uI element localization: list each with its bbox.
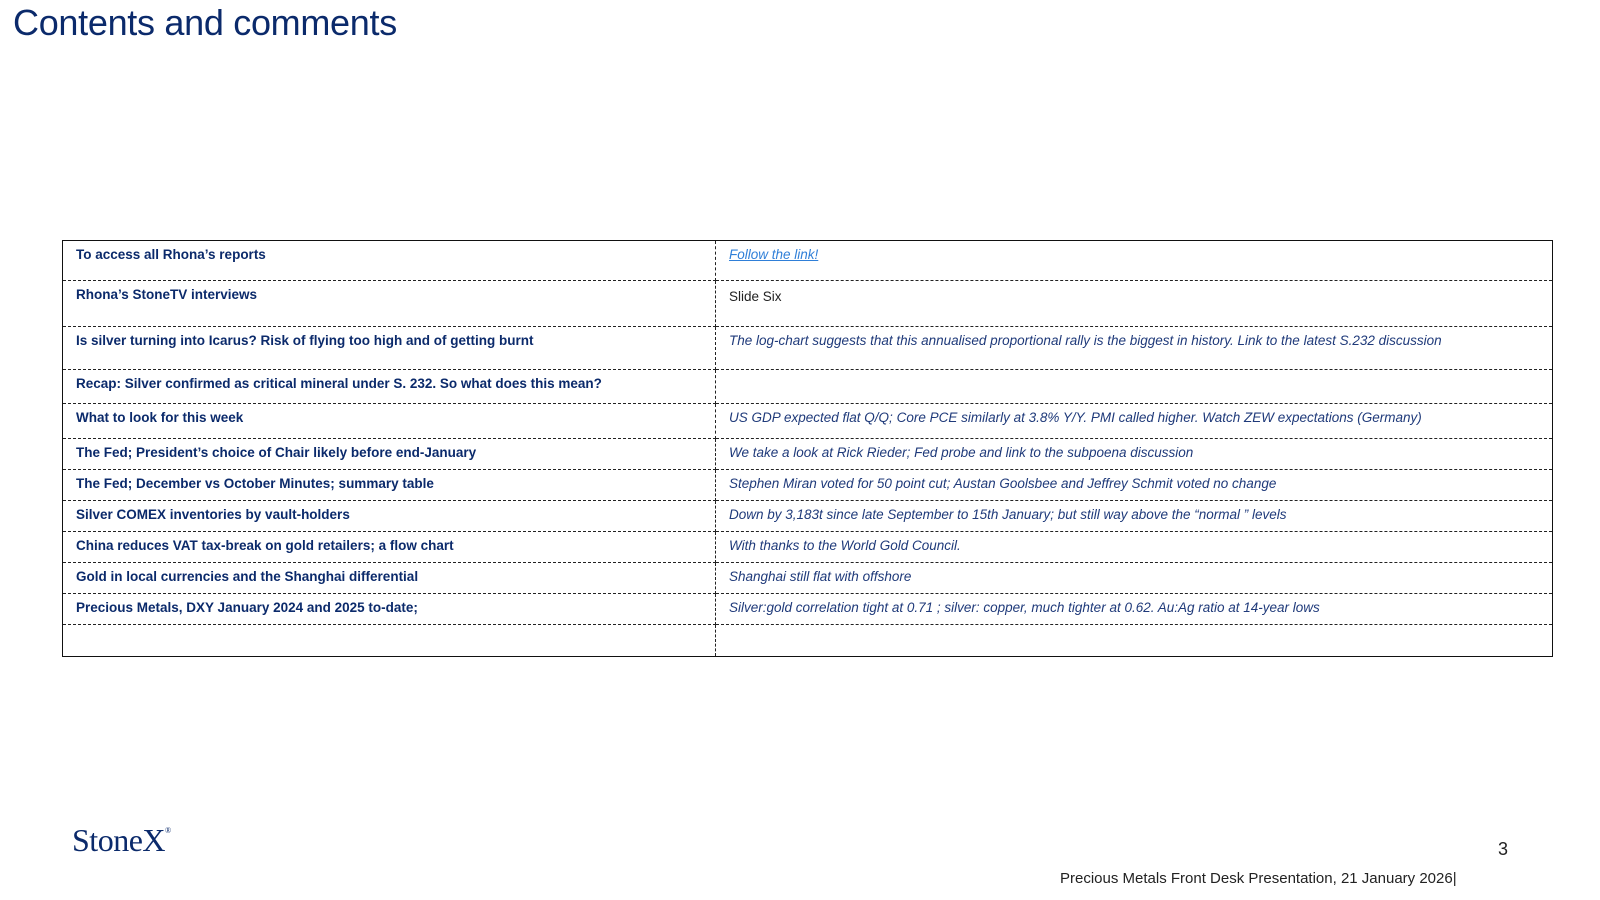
stonex-logo [72,822,171,859]
topic-cell: Gold in local currencies and the Shanghai differential [63,563,716,594]
topic-cell: To access all Rhona’s reports [63,241,716,281]
table-row [63,404,1553,439]
comment-cell: Shanghai still flat with offshore [716,563,1553,594]
topic-cell: Recap: Silver confirmed as critical mineral under S. 232. So what does this mean? [63,370,716,404]
topic-cell: Is silver turning into Icarus? Risk of flying too high and of getting burnt [63,327,716,370]
comment-cell [716,625,1553,657]
topic-cell: China reduces VAT tax-break on gold retailers; a flow chart [63,532,716,563]
table-row [63,470,1553,501]
logo-text: StoneX [72,822,165,858]
topic-cell [63,625,716,657]
table-row [63,532,1553,563]
topic-cell: The Fed; President’s choice of Chair likely before end-January [63,439,716,470]
table-row [63,241,1553,281]
table-row [63,501,1553,532]
table-row [63,439,1553,470]
comment-cell: With thanks to the World Gold Council. [716,532,1553,563]
page-title: Contents and comments [13,2,397,43]
table-row [63,625,1553,657]
comment-cell [716,370,1553,404]
comment-cell: Slide Six [716,281,1553,327]
comment-cell: We take a look at Rick Rieder; Fed probe and link to the subpoena discussion [716,439,1553,470]
follow-link[interactable]: Follow the link! [716,241,1553,281]
topic-cell: Rhona’s StoneTV interviews [63,281,716,327]
table-row [63,594,1553,625]
comment-cell: US GDP expected flat Q/Q; Core PCE similarly at 3.8% Y/Y. PMI called higher. Watch ZEW expectations (Germany) [716,404,1553,439]
table-row [63,563,1553,594]
comment-cell: The log-chart suggests that this annualised proportional rally is the biggest in history. Link to the latest S.232 discussion [716,327,1553,370]
contents-table [62,240,1553,657]
table-row [63,327,1553,370]
topic-cell: Silver COMEX inventories by vault-holders [63,501,716,532]
comment-cell: Down by 3,183t since late September to 15th January; but still way above the “normal ” levels [716,501,1553,532]
presentation-footer: Precious Metals Front Desk Presentation, 21 January 2026| [1060,870,1457,887]
topic-cell: The Fed; December vs October Minutes; summary table [63,470,716,501]
comment-cell: Silver:gold correlation tight at 0.71 ; silver: copper, much tighter at 0.62. Au:Ag ratio at 14-year lows [716,594,1553,625]
table-row [63,281,1553,327]
registered-mark: ® [165,826,171,835]
topic-cell: What to look for this week [63,404,716,439]
page-number: 3 [1498,839,1509,859]
topic-cell: Precious Metals, DXY January 2024 and 2025 to-date; [63,594,716,625]
table-row [63,370,1553,404]
comment-cell: Stephen Miran voted for 50 point cut; Austan Goolsbee and Jeffrey Schmit voted no change [716,470,1553,501]
